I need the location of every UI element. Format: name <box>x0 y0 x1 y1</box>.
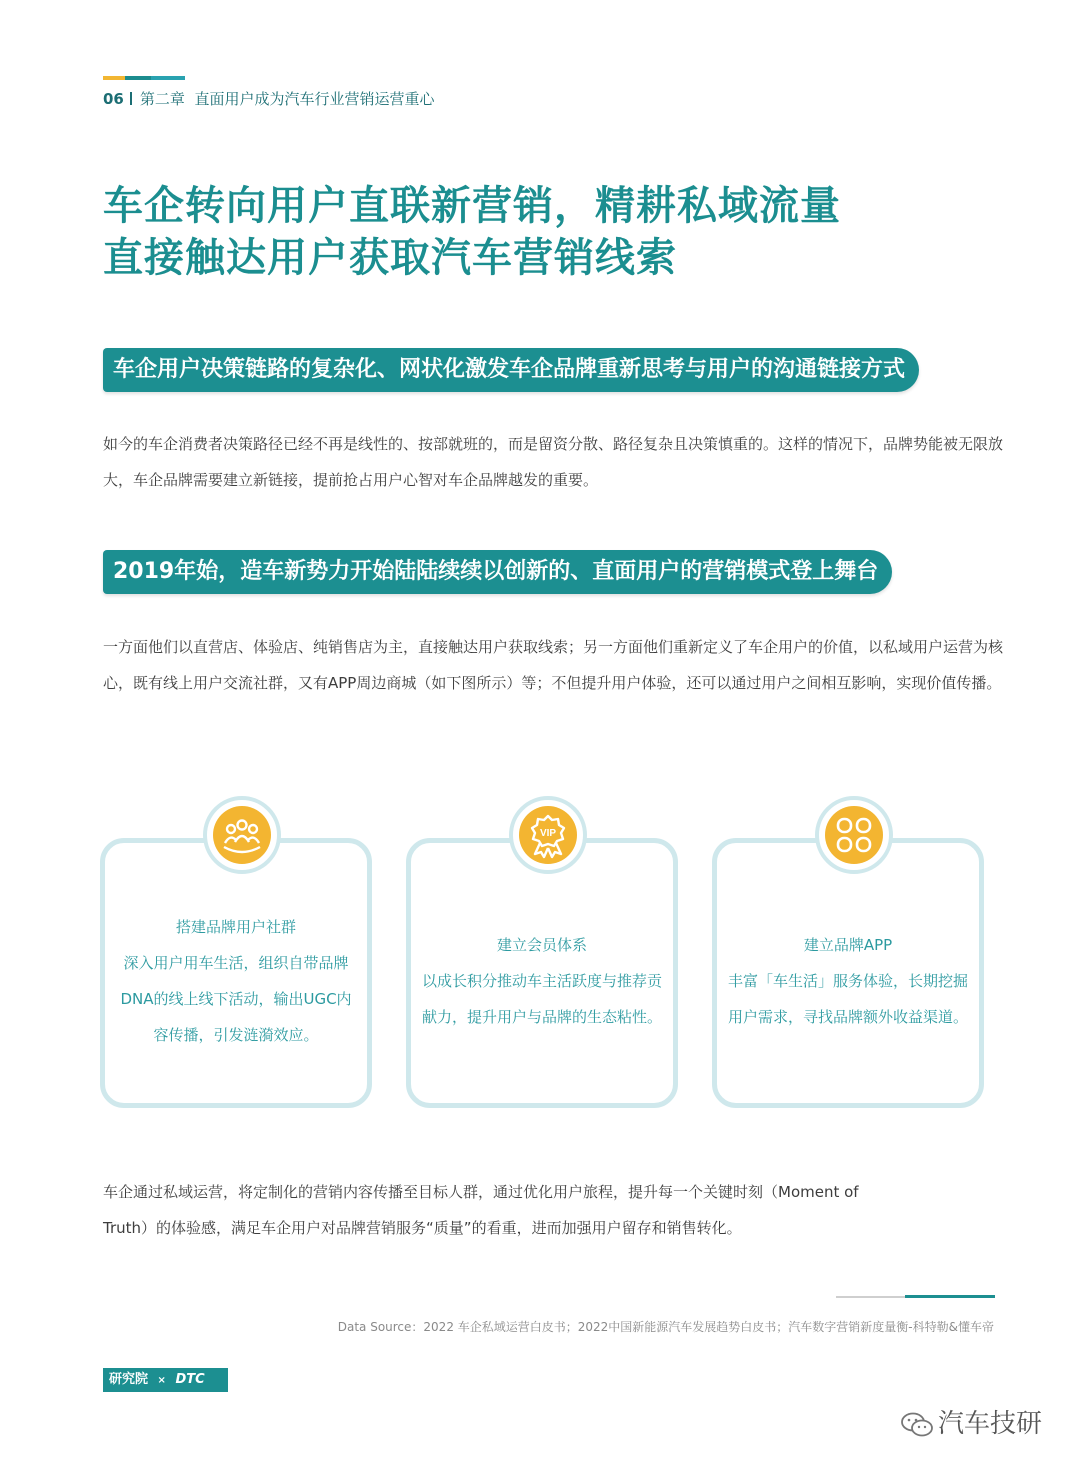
source-divider-accent <box>905 1295 995 1298</box>
card-title: 建立品牌APP <box>803 936 893 954</box>
header-accent-teal <box>125 76 151 80</box>
section-banner-2: 2019年始，造车新势力开始陆陆续续以创新的、直面用户的营销模式登上舞台 <box>103 550 892 594</box>
community-icon <box>203 796 281 874</box>
page-title-line-2: 直接触达用户获取汽车营销线索 <box>103 235 677 281</box>
logo-left: 研究院 <box>109 1372 149 1387</box>
section-1-paragraph: 如今的车企消费者决策路径已经不再是线性的、按部就班的，而是留资分散、路径复杂且决策慎重的。这样的情况下，品牌势能被无限放大，车企品牌需要建立新链接，提前抢占用户心智对车企品牌越发的重要。 <box>103 435 1004 489</box>
vip-badge-icon <box>509 796 587 874</box>
app-grid-icon <box>815 796 893 874</box>
chapter-title: 直面用户成为汽车行业营销运营重心 <box>194 90 435 108</box>
card-body: 以成长积分推动车主活跃度与推荐贡献力，提升用户与品牌的生态粘性。 <box>421 972 662 1026</box>
feature-card-community <box>100 838 372 1108</box>
page-number: 06 <box>103 90 124 108</box>
feature-card-membership <box>406 838 678 1108</box>
conclusion-paragraph: 车企通过私域运营，将定制化的营销内容传播至目标人群，通过优化用户旅程，提升每一个关键时刻（Moment of Truth）的体验感，满足车企用户对品牌营销服务“质量”的看重，进而加强用户留存和销售转化。 <box>103 1183 859 1237</box>
footer-logo <box>103 1368 228 1392</box>
chapter-label: 第二章 <box>139 90 185 108</box>
header-accent-yellow <box>103 76 125 80</box>
page-title <box>103 180 841 284</box>
header-divider <box>130 92 132 105</box>
wechat-icon <box>900 1411 934 1439</box>
section-banner-1: 车企用户决策链路的复杂化、网状化激发车企品牌重新思考与用户的沟通链接方式 <box>103 348 919 392</box>
page-title-line-1: 车企转向用户直联新营销，精耕私域流量 <box>103 183 841 229</box>
watermark-text: 汽车技研 <box>938 1409 1043 1439</box>
feature-card-app <box>712 838 984 1108</box>
data-source: Data Source：2022 车企私域运营白皮书；2022中国新能源汽车发展趋势白皮书；汽车数字营销新度量衡-科特勒&懂车帝 <box>337 1320 994 1334</box>
card-body: 丰富「车生活」服务体验，长期挖掘用户需求，寻找品牌额外收益渠道。 <box>727 972 968 1026</box>
page-header <box>103 88 434 109</box>
header-accent-blue <box>151 76 185 80</box>
section-2-paragraph: 一方面他们以直营店、体验店、纯销售店为主，直接触达用户获取线索；另一方面他们重新定义了车企用户的价值，以私域用户运营为核心，既有线上用户交流社群，又有APP周边商城（如下图所示）等；不但提升用户体验，还可以通过用户之间相互影响，实现价值传播。 <box>103 638 1004 692</box>
svg-text:VIP: VIP <box>539 828 557 839</box>
card-body: 深入用户用车生活，组织自带品牌DNA的线上线下活动，输出UGC内容传播，引发涟漪效应。 <box>120 954 352 1044</box>
logo-right: DTC <box>175 1372 205 1387</box>
wechat-watermark <box>900 1404 1042 1444</box>
card-title: 搭建品牌用户社群 <box>175 918 296 936</box>
card-title: 建立会员体系 <box>496 936 587 954</box>
logo-cross: × <box>157 1375 166 1386</box>
